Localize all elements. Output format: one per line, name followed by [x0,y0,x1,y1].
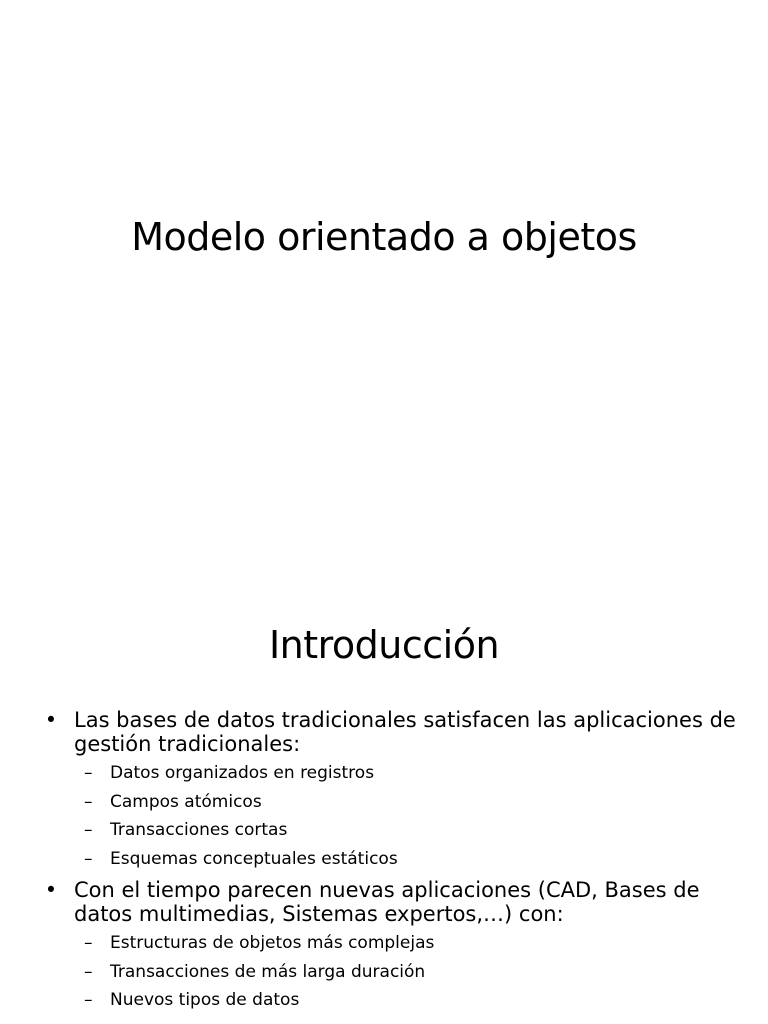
sub-list [44,759,744,873]
bullet-icon: • [44,878,58,902]
sub-item [44,816,744,845]
dash-icon: – [84,820,93,840]
sub-item [44,788,744,817]
dash-icon: – [84,961,93,982]
sub-item-text: Datos organizados en registros [110,763,375,783]
dash-icon: – [84,791,93,812]
dash-icon: – [84,848,93,869]
bullet-item [44,708,744,756]
bullet-icon: • [44,708,58,732]
slide-title: Introducción [268,623,500,667]
dash-icon: – [84,763,93,783]
sub-item-text: Estructuras de objetos más complejas [110,933,435,953]
sub-item [44,759,744,788]
slide-title: Modelo orientado a objetos [131,215,637,259]
content-slide [0,576,768,1024]
sub-item [44,929,744,958]
sub-item [44,958,744,987]
sub-item-text: Transacciones cortas [110,820,288,840]
bullet-list [44,708,744,1020]
sub-item [44,845,744,874]
dash-icon: – [84,990,93,1010]
sub-item-text: Transacciones de más larga duración [110,961,426,982]
sub-item [44,986,744,1015]
sub-item-text: Esquemas conceptuales estáticos [110,848,398,869]
bullet-text: Las bases de datos tradicionales satisfacen las aplicaciones de gestión tradicionales: [74,708,736,756]
bullet-item [44,878,744,926]
sub-item-text: Nuevos tipos de datos [110,990,300,1010]
sub-list [44,929,744,1015]
sub-item-text: Campos atómicos [110,791,262,812]
bullet-text: Con el tiempo parecen nuevas aplicaciones (CAD, Bases de datos multimedias, Sistemas expertos,…) con: [74,878,700,926]
dash-icon: – [84,933,93,953]
